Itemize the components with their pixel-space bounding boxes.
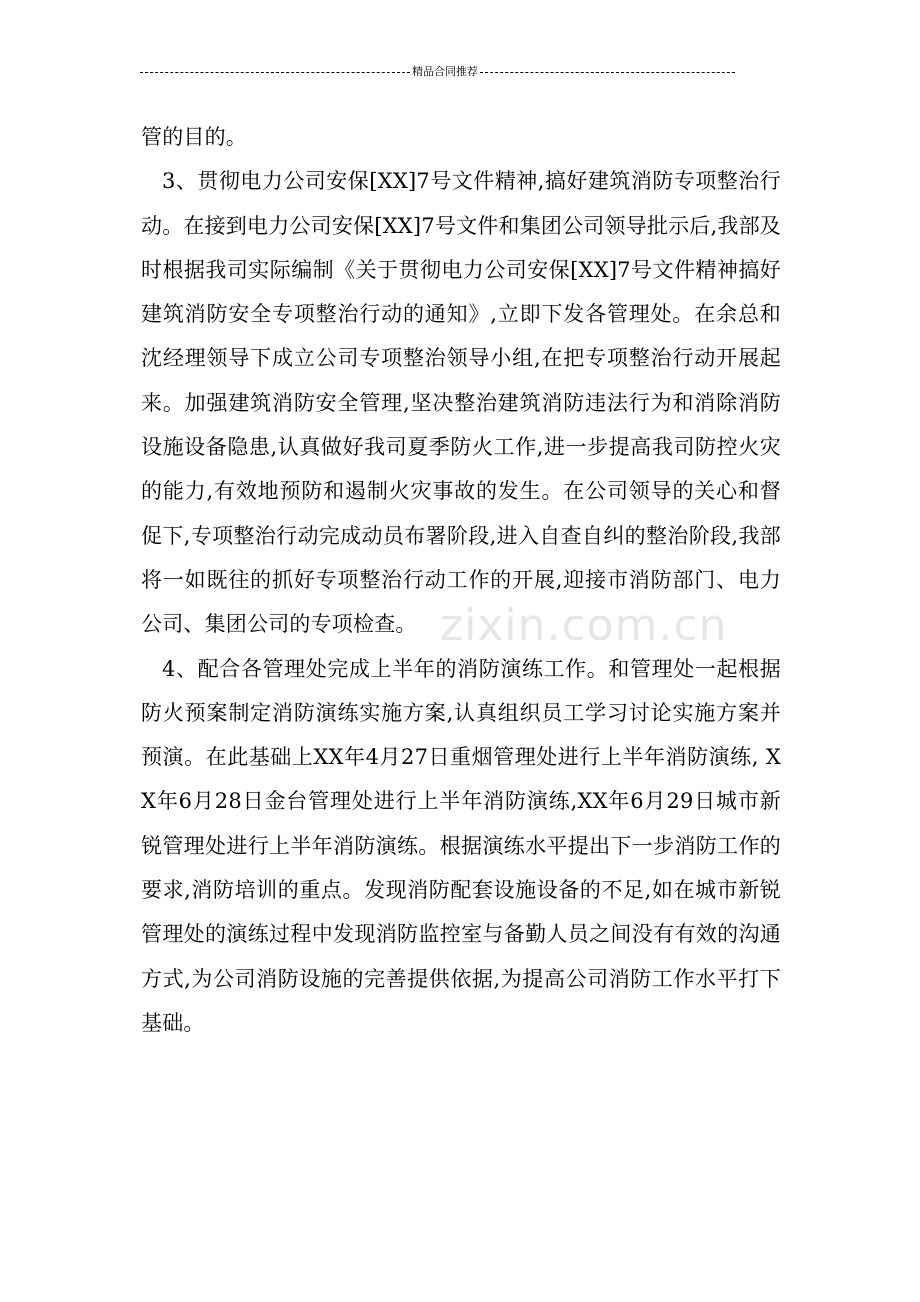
paragraph-item-4: 4、配合各管理处完成上半年的消防演练工作。和管理处一起根据防火预案制定消防演练实施方案,认真组织员工学习讨论实施方案并预演。在此基础上XX年4月27日重烟管理处进行上半年消防演练, XX年6月28日金台管理处进行上半年消防演练,XX年6月29日城市新锐管理处进行上半年消防演练。根据演练水平提出下一步消防工作的要求,消防培训的重点。发现消防配套设施设备的不足,如在城市新锐管理处的演练过程中发现消防监控室与备勤人员之间没有有效的沟通方式,为公司消防设施的完善提供依据,为提高公司消防工作水平打下基础。 (141, 656, 781, 1035)
paragraph-continuation: 管的目的。 (141, 125, 247, 149)
watermark: zixin.com.cn (440, 600, 728, 651)
header-dashed-rule-left (140, 72, 410, 73)
header-dashed-rule-right (480, 72, 736, 73)
paragraph-item-3: 3、贯彻电力公司安保[XX]7号文件精神,搞好建筑消防专项整治行动。在接到电力公司安保[XX]7号文件和集团公司领导批示后,我部及时根据我司实际编制《关于贯彻电力公司安保[XX]7号文件精神搞好建筑消防安全专项整治行动的通知》,立即下发各管理处。在余总和沈经理领导下成立公司专项整治领导小组,在把专项整治行动开展起来。加强建筑消防安全管理,坚决整治建筑消防违法行为和消除消防设施设备隐患,认真做好我司夏季防火工作,进一步提高我司防控火灾的能力,有效地预防和遏制火灾事故的发生。在公司领导的关心和督促下,专项整治行动完成动员布署阶段,进入自查自纠的整治阶段,我部将一如既往的抓好专项整治行动工作的开展,迎接市消防部门、电力公司、集团公司的专项检查。 (141, 169, 781, 637)
page-header (140, 62, 736, 82)
document-body (141, 115, 781, 1045)
header-label: 精品合同推荐 (412, 65, 478, 78)
